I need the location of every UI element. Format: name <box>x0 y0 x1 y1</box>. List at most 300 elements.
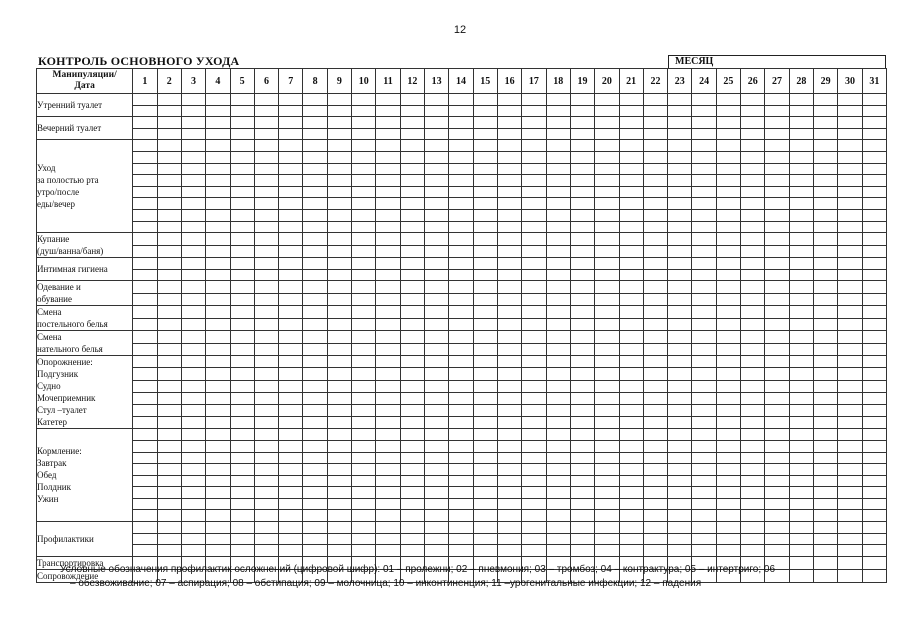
grid-cell[interactable] <box>303 533 327 545</box>
grid-cell[interactable] <box>668 404 692 416</box>
grid-cell[interactable] <box>303 368 327 380</box>
grid-cell[interactable] <box>497 140 521 152</box>
grid-cell[interactable] <box>619 464 643 476</box>
grid-cell[interactable] <box>668 258 692 270</box>
grid-cell[interactable] <box>668 293 692 306</box>
grid-cell[interactable] <box>522 487 546 499</box>
grid-cell[interactable] <box>473 533 497 545</box>
grid-cell[interactable] <box>716 380 740 392</box>
grid-cell[interactable] <box>838 269 862 281</box>
grid-cell[interactable] <box>619 221 643 233</box>
grid-cell[interactable] <box>716 198 740 210</box>
grid-cell[interactable] <box>376 281 400 294</box>
grid-cell[interactable] <box>862 452 886 464</box>
grid-cell[interactable] <box>425 281 449 294</box>
grid-cell[interactable] <box>546 343 570 356</box>
grid-cell[interactable] <box>619 186 643 198</box>
grid-cell[interactable] <box>425 356 449 368</box>
grid-cell[interactable] <box>789 258 813 270</box>
grid-cell[interactable] <box>230 380 254 392</box>
grid-cell[interactable] <box>814 545 838 557</box>
grid-cell[interactable] <box>181 417 205 429</box>
grid-cell[interactable] <box>473 440 497 452</box>
grid-cell[interactable] <box>838 233 862 246</box>
grid-cell[interactable] <box>352 117 376 129</box>
grid-cell[interactable] <box>789 440 813 452</box>
grid-cell[interactable] <box>181 331 205 344</box>
grid-cell[interactable] <box>206 440 230 452</box>
grid-cell[interactable] <box>862 128 886 140</box>
grid-cell[interactable] <box>254 128 278 140</box>
grid-cell[interactable] <box>716 331 740 344</box>
grid-cell[interactable] <box>181 281 205 294</box>
grid-cell[interactable] <box>522 186 546 198</box>
grid-cell[interactable] <box>279 356 303 368</box>
grid-cell[interactable] <box>765 318 789 331</box>
grid-cell[interactable] <box>279 452 303 464</box>
grid-cell[interactable] <box>765 269 789 281</box>
grid-cell[interactable] <box>643 269 667 281</box>
grid-cell[interactable] <box>838 498 862 510</box>
grid-cell[interactable] <box>595 404 619 416</box>
grid-cell[interactable] <box>254 186 278 198</box>
grid-cell[interactable] <box>254 281 278 294</box>
grid-cell[interactable] <box>473 452 497 464</box>
grid-cell[interactable] <box>862 440 886 452</box>
grid-cell[interactable] <box>181 343 205 356</box>
grid-cell[interactable] <box>862 221 886 233</box>
grid-cell[interactable] <box>473 356 497 368</box>
grid-cell[interactable] <box>546 452 570 464</box>
grid-cell[interactable] <box>133 306 157 319</box>
grid-cell[interactable] <box>595 163 619 175</box>
grid-cell[interactable] <box>716 233 740 246</box>
grid-cell[interactable] <box>546 221 570 233</box>
grid-cell[interactable] <box>862 569 886 582</box>
grid-cell[interactable] <box>765 331 789 344</box>
grid-cell[interactable] <box>716 245 740 258</box>
grid-cell[interactable] <box>473 498 497 510</box>
grid-cell[interactable] <box>741 404 765 416</box>
grid-cell[interactable] <box>400 258 424 270</box>
grid-cell[interactable] <box>449 545 473 557</box>
grid-cell[interactable] <box>570 163 594 175</box>
grid-cell[interactable] <box>643 209 667 221</box>
grid-cell[interactable] <box>838 440 862 452</box>
grid-cell[interactable] <box>862 140 886 152</box>
grid-cell[interactable] <box>376 269 400 281</box>
grid-cell[interactable] <box>473 318 497 331</box>
grid-cell[interactable] <box>425 498 449 510</box>
grid-cell[interactable] <box>522 281 546 294</box>
grid-cell[interactable] <box>716 140 740 152</box>
grid-cell[interactable] <box>522 380 546 392</box>
grid-cell[interactable] <box>254 380 278 392</box>
grid-cell[interactable] <box>546 475 570 487</box>
grid-cell[interactable] <box>741 545 765 557</box>
grid-cell[interactable] <box>595 392 619 404</box>
grid-cell[interactable] <box>838 281 862 294</box>
grid-cell[interactable] <box>473 293 497 306</box>
grid-cell[interactable] <box>692 293 716 306</box>
grid-cell[interactable] <box>449 429 473 441</box>
grid-cell[interactable] <box>376 318 400 331</box>
grid-cell[interactable] <box>352 545 376 557</box>
grid-cell[interactable] <box>643 368 667 380</box>
grid-cell[interactable] <box>643 318 667 331</box>
grid-cell[interactable] <box>206 331 230 344</box>
grid-cell[interactable] <box>546 175 570 187</box>
grid-cell[interactable] <box>497 105 521 117</box>
grid-cell[interactable] <box>814 522 838 534</box>
grid-cell[interactable] <box>497 245 521 258</box>
grid-cell[interactable] <box>692 356 716 368</box>
grid-cell[interactable] <box>230 221 254 233</box>
grid-cell[interactable] <box>595 533 619 545</box>
grid-cell[interactable] <box>692 258 716 270</box>
grid-cell[interactable] <box>497 380 521 392</box>
grid-cell[interactable] <box>546 269 570 281</box>
grid-cell[interactable] <box>473 331 497 344</box>
grid-cell[interactable] <box>303 140 327 152</box>
grid-cell[interactable] <box>522 417 546 429</box>
grid-cell[interactable] <box>376 209 400 221</box>
grid-cell[interactable] <box>376 331 400 344</box>
grid-cell[interactable] <box>741 440 765 452</box>
grid-cell[interactable] <box>522 140 546 152</box>
grid-cell[interactable] <box>279 392 303 404</box>
grid-cell[interactable] <box>473 258 497 270</box>
grid-cell[interactable] <box>473 475 497 487</box>
grid-cell[interactable] <box>814 151 838 163</box>
grid-cell[interactable] <box>838 510 862 522</box>
grid-cell[interactable] <box>303 356 327 368</box>
grid-cell[interactable] <box>254 368 278 380</box>
grid-cell[interactable] <box>546 498 570 510</box>
grid-cell[interactable] <box>254 464 278 476</box>
grid-cell[interactable] <box>814 186 838 198</box>
grid-cell[interactable] <box>181 175 205 187</box>
grid-cell[interactable] <box>230 522 254 534</box>
grid-cell[interactable] <box>206 258 230 270</box>
grid-cell[interactable] <box>279 281 303 294</box>
grid-cell[interactable] <box>157 404 181 416</box>
grid-cell[interactable] <box>668 269 692 281</box>
grid-cell[interactable] <box>133 245 157 258</box>
grid-cell[interactable] <box>230 128 254 140</box>
grid-cell[interactable] <box>789 233 813 246</box>
grid-cell[interactable] <box>619 175 643 187</box>
grid-cell[interactable] <box>157 198 181 210</box>
grid-cell[interactable] <box>668 498 692 510</box>
grid-cell[interactable] <box>668 163 692 175</box>
grid-cell[interactable] <box>376 175 400 187</box>
grid-cell[interactable] <box>206 487 230 499</box>
grid-cell[interactable] <box>595 151 619 163</box>
grid-cell[interactable] <box>376 380 400 392</box>
grid-cell[interactable] <box>716 117 740 129</box>
grid-cell[interactable] <box>838 452 862 464</box>
grid-cell[interactable] <box>765 233 789 246</box>
grid-cell[interactable] <box>303 175 327 187</box>
grid-cell[interactable] <box>643 163 667 175</box>
grid-cell[interactable] <box>716 545 740 557</box>
grid-cell[interactable] <box>497 163 521 175</box>
grid-cell[interactable] <box>497 221 521 233</box>
grid-cell[interactable] <box>692 429 716 441</box>
grid-cell[interactable] <box>692 487 716 499</box>
grid-cell[interactable] <box>425 105 449 117</box>
grid-cell[interactable] <box>449 404 473 416</box>
grid-cell[interactable] <box>643 545 667 557</box>
grid-cell[interactable] <box>206 105 230 117</box>
grid-cell[interactable] <box>668 117 692 129</box>
grid-cell[interactable] <box>279 245 303 258</box>
grid-cell[interactable] <box>522 464 546 476</box>
grid-cell[interactable] <box>570 380 594 392</box>
grid-cell[interactable] <box>327 258 351 270</box>
grid-cell[interactable] <box>352 318 376 331</box>
grid-cell[interactable] <box>716 94 740 106</box>
grid-cell[interactable] <box>327 175 351 187</box>
grid-cell[interactable] <box>619 105 643 117</box>
grid-cell[interactable] <box>741 510 765 522</box>
grid-cell[interactable] <box>303 452 327 464</box>
grid-cell[interactable] <box>279 545 303 557</box>
grid-cell[interactable] <box>230 269 254 281</box>
grid-cell[interactable] <box>133 380 157 392</box>
grid-cell[interactable] <box>157 498 181 510</box>
grid-cell[interactable] <box>449 475 473 487</box>
grid-cell[interactable] <box>352 258 376 270</box>
grid-cell[interactable] <box>497 269 521 281</box>
grid-cell[interactable] <box>279 140 303 152</box>
grid-cell[interactable] <box>570 417 594 429</box>
grid-cell[interactable] <box>741 475 765 487</box>
grid-cell[interactable] <box>376 475 400 487</box>
grid-cell[interactable] <box>546 245 570 258</box>
grid-cell[interactable] <box>643 293 667 306</box>
grid-cell[interactable] <box>765 510 789 522</box>
grid-cell[interactable] <box>741 392 765 404</box>
grid-cell[interactable] <box>546 140 570 152</box>
grid-cell[interactable] <box>862 545 886 557</box>
grid-cell[interactable] <box>765 281 789 294</box>
grid-cell[interactable] <box>206 293 230 306</box>
grid-cell[interactable] <box>327 392 351 404</box>
grid-cell[interactable] <box>814 404 838 416</box>
grid-cell[interactable] <box>546 533 570 545</box>
grid-cell[interactable] <box>789 140 813 152</box>
grid-cell[interactable] <box>814 331 838 344</box>
grid-cell[interactable] <box>570 498 594 510</box>
grid-cell[interactable] <box>327 452 351 464</box>
grid-cell[interactable] <box>814 306 838 319</box>
grid-cell[interactable] <box>425 417 449 429</box>
grid-cell[interactable] <box>425 245 449 258</box>
grid-cell[interactable] <box>522 533 546 545</box>
grid-cell[interactable] <box>473 281 497 294</box>
grid-cell[interactable] <box>814 343 838 356</box>
grid-cell[interactable] <box>376 221 400 233</box>
grid-cell[interactable] <box>789 105 813 117</box>
grid-cell[interactable] <box>181 209 205 221</box>
grid-cell[interactable] <box>181 269 205 281</box>
grid-cell[interactable] <box>570 186 594 198</box>
grid-cell[interactable] <box>181 545 205 557</box>
grid-cell[interactable] <box>497 293 521 306</box>
grid-cell[interactable] <box>157 306 181 319</box>
grid-cell[interactable] <box>668 545 692 557</box>
grid-cell[interactable] <box>157 392 181 404</box>
grid-cell[interactable] <box>522 331 546 344</box>
grid-cell[interactable] <box>376 440 400 452</box>
grid-cell[interactable] <box>254 306 278 319</box>
grid-cell[interactable] <box>497 186 521 198</box>
grid-cell[interactable] <box>327 233 351 246</box>
grid-cell[interactable] <box>643 117 667 129</box>
grid-cell[interactable] <box>619 269 643 281</box>
grid-cell[interactable] <box>570 151 594 163</box>
grid-cell[interactable] <box>522 105 546 117</box>
grid-cell[interactable] <box>327 245 351 258</box>
grid-cell[interactable] <box>546 404 570 416</box>
grid-cell[interactable] <box>789 198 813 210</box>
grid-cell[interactable] <box>789 417 813 429</box>
grid-cell[interactable] <box>643 404 667 416</box>
grid-cell[interactable] <box>425 175 449 187</box>
grid-cell[interactable] <box>376 94 400 106</box>
grid-cell[interactable] <box>692 269 716 281</box>
grid-cell[interactable] <box>765 392 789 404</box>
grid-cell[interactable] <box>473 269 497 281</box>
grid-cell[interactable] <box>376 417 400 429</box>
grid-cell[interactable] <box>692 245 716 258</box>
grid-cell[interactable] <box>133 522 157 534</box>
grid-cell[interactable] <box>546 318 570 331</box>
grid-cell[interactable] <box>157 128 181 140</box>
grid-cell[interactable] <box>133 475 157 487</box>
grid-cell[interactable] <box>157 545 181 557</box>
grid-cell[interactable] <box>814 533 838 545</box>
grid-cell[interactable] <box>254 392 278 404</box>
grid-cell[interactable] <box>157 233 181 246</box>
grid-cell[interactable] <box>327 331 351 344</box>
grid-cell[interactable] <box>522 258 546 270</box>
grid-cell[interactable] <box>765 487 789 499</box>
grid-cell[interactable] <box>254 440 278 452</box>
grid-cell[interactable] <box>838 175 862 187</box>
grid-cell[interactable] <box>741 281 765 294</box>
grid-cell[interactable] <box>181 318 205 331</box>
grid-cell[interactable] <box>303 318 327 331</box>
grid-cell[interactable] <box>449 293 473 306</box>
grid-cell[interactable] <box>692 522 716 534</box>
grid-cell[interactable] <box>425 522 449 534</box>
grid-cell[interactable] <box>376 117 400 129</box>
grid-cell[interactable] <box>254 94 278 106</box>
grid-cell[interactable] <box>765 464 789 476</box>
grid-cell[interactable] <box>862 175 886 187</box>
grid-cell[interactable] <box>595 487 619 499</box>
grid-cell[interactable] <box>765 343 789 356</box>
grid-cell[interactable] <box>497 128 521 140</box>
grid-cell[interactable] <box>279 198 303 210</box>
grid-cell[interactable] <box>838 464 862 476</box>
grid-cell[interactable] <box>570 331 594 344</box>
grid-cell[interactable] <box>473 105 497 117</box>
grid-cell[interactable] <box>425 163 449 175</box>
grid-cell[interactable] <box>181 356 205 368</box>
grid-cell[interactable] <box>497 281 521 294</box>
grid-cell[interactable] <box>619 233 643 246</box>
grid-cell[interactable] <box>400 186 424 198</box>
grid-cell[interactable] <box>595 233 619 246</box>
grid-cell[interactable] <box>643 105 667 117</box>
grid-cell[interactable] <box>279 440 303 452</box>
grid-cell[interactable] <box>692 404 716 416</box>
grid-cell[interactable] <box>279 221 303 233</box>
grid-cell[interactable] <box>157 522 181 534</box>
grid-cell[interactable] <box>279 510 303 522</box>
grid-cell[interactable] <box>765 221 789 233</box>
grid-cell[interactable] <box>838 380 862 392</box>
grid-cell[interactable] <box>327 269 351 281</box>
grid-cell[interactable] <box>570 429 594 441</box>
grid-cell[interactable] <box>862 318 886 331</box>
grid-cell[interactable] <box>619 245 643 258</box>
grid-cell[interactable] <box>595 117 619 129</box>
grid-cell[interactable] <box>327 105 351 117</box>
grid-cell[interactable] <box>546 186 570 198</box>
grid-cell[interactable] <box>425 128 449 140</box>
grid-cell[interactable] <box>133 331 157 344</box>
grid-cell[interactable] <box>449 221 473 233</box>
grid-cell[interactable] <box>327 306 351 319</box>
grid-cell[interactable] <box>376 186 400 198</box>
grid-cell[interactable] <box>206 269 230 281</box>
grid-cell[interactable] <box>473 198 497 210</box>
grid-cell[interactable] <box>838 117 862 129</box>
grid-cell[interactable] <box>570 522 594 534</box>
grid-cell[interactable] <box>522 163 546 175</box>
grid-cell[interactable] <box>254 343 278 356</box>
grid-cell[interactable] <box>595 417 619 429</box>
grid-cell[interactable] <box>254 140 278 152</box>
grid-cell[interactable] <box>352 522 376 534</box>
grid-cell[interactable] <box>619 533 643 545</box>
grid-cell[interactable] <box>838 245 862 258</box>
grid-cell[interactable] <box>425 186 449 198</box>
grid-cell[interactable] <box>619 198 643 210</box>
grid-cell[interactable] <box>400 429 424 441</box>
grid-cell[interactable] <box>668 128 692 140</box>
grid-cell[interactable] <box>157 464 181 476</box>
grid-cell[interactable] <box>522 404 546 416</box>
grid-cell[interactable] <box>303 510 327 522</box>
grid-cell[interactable] <box>327 368 351 380</box>
grid-cell[interactable] <box>400 175 424 187</box>
grid-cell[interactable] <box>570 356 594 368</box>
grid-cell[interactable] <box>838 522 862 534</box>
grid-cell[interactable] <box>254 151 278 163</box>
grid-cell[interactable] <box>254 404 278 416</box>
grid-cell[interactable] <box>522 498 546 510</box>
grid-cell[interactable] <box>765 163 789 175</box>
grid-cell[interactable] <box>765 245 789 258</box>
grid-cell[interactable] <box>789 245 813 258</box>
grid-cell[interactable] <box>765 306 789 319</box>
